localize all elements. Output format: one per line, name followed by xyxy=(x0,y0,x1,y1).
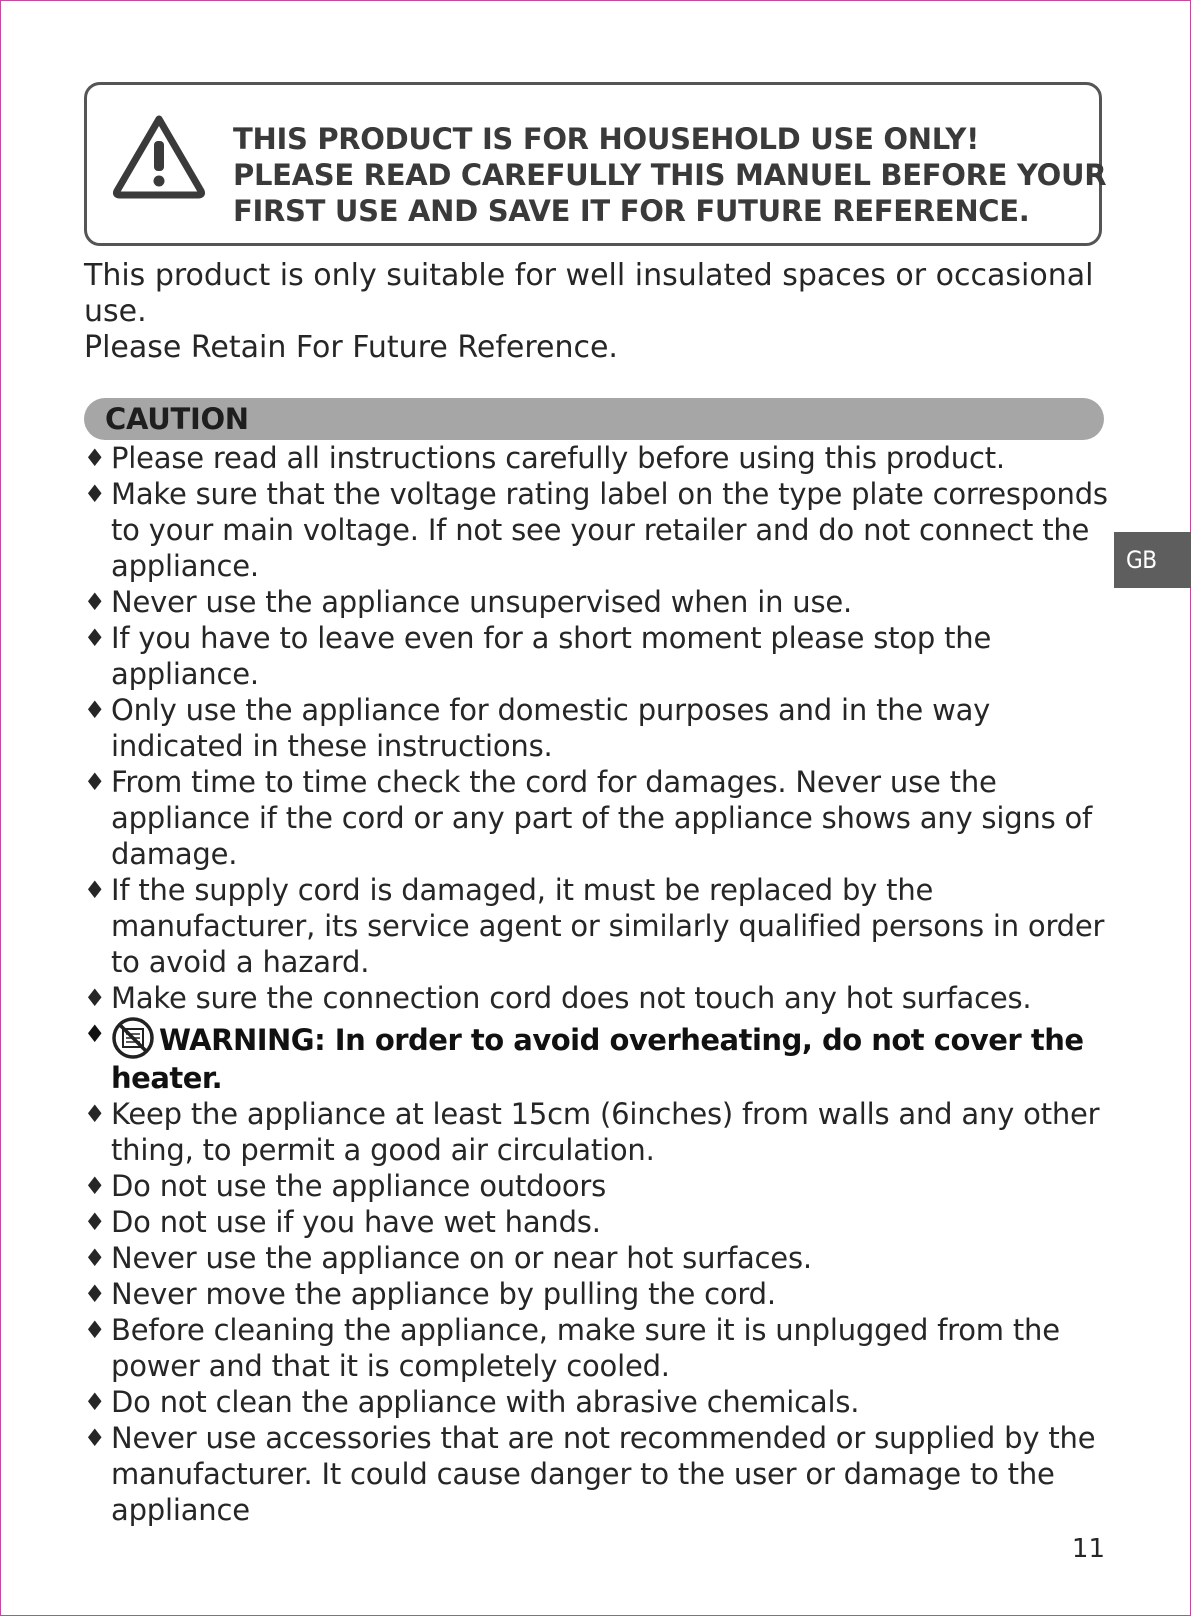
bullet-icon: ♦ xyxy=(84,1280,106,1308)
caution-item xyxy=(84,1420,1124,1528)
caution-item xyxy=(84,1384,1124,1420)
caution-item-text: Do not clean the appliance with abrasive chemicals. xyxy=(111,1385,860,1419)
caution-item-text: Do not use the appliance outdoors xyxy=(111,1169,607,1203)
bullet-icon: ♦ xyxy=(84,1424,106,1452)
warning-triangle-icon xyxy=(111,113,207,199)
intro-line-2: Please Retain For Future Reference. xyxy=(84,330,618,365)
caution-item xyxy=(84,872,1124,980)
bullet-icon: ♦ xyxy=(84,768,106,796)
bullet-icon: ♦ xyxy=(84,1100,106,1128)
bullet-icon: ♦ xyxy=(84,588,106,616)
caution-item xyxy=(84,1096,1124,1168)
caution-item xyxy=(84,584,1124,620)
bullet-icon: ♦ xyxy=(84,876,106,904)
language-tab-gb: GB xyxy=(1114,532,1191,588)
bullet-icon: ♦ xyxy=(84,1316,106,1344)
caution-heading-bar xyxy=(84,398,1104,440)
household-notice-text xyxy=(233,121,1106,229)
notice-line-3: FIRST USE AND SAVE IT FOR FUTURE REFERENCE. xyxy=(233,194,1030,228)
caution-item xyxy=(84,1312,1124,1384)
intro-line-1: This product is only suitable for well insulated spaces or occasional use. xyxy=(84,258,1094,329)
bullet-icon: ♦ xyxy=(84,1020,106,1048)
caution-item xyxy=(84,764,1124,872)
caution-item-text: From time to time check the cord for damages. Never use the appliance if the cord or any part of the appliance shows any signs of damage. xyxy=(111,765,1093,871)
notice-line-2: PLEASE READ CAREFULLY THIS MANUEL BEFORE YOUR xyxy=(233,158,1107,192)
caution-item-text: Never move the appliance by pulling the cord. xyxy=(111,1277,776,1311)
page-number: 11 xyxy=(1071,1534,1105,1564)
caution-item xyxy=(84,440,1124,476)
caution-item-text: If the supply cord is damaged, it must be replaced by the manufacturer, its service agent or similarly qualified persons in order to avoid a hazard. xyxy=(111,873,1105,979)
caution-item-text: If you have to leave even for a short moment please stop the appliance. xyxy=(111,621,992,691)
caution-item xyxy=(84,1276,1124,1312)
caution-item-text: Make sure the connection cord does not touch any hot surfaces. xyxy=(111,981,1032,1015)
caution-heading: CAUTION xyxy=(105,402,249,436)
caution-item xyxy=(84,980,1124,1016)
bullet-icon: ♦ xyxy=(84,444,106,472)
bullet-icon: ♦ xyxy=(84,984,106,1012)
caution-item-text: Make sure that the voltage rating label on the type plate corresponds to your main voltage. If not see your retailer and do not connect the appliance. xyxy=(111,477,1108,583)
bullet-icon: ♦ xyxy=(84,1172,106,1200)
caution-item-text: Do not use if you have wet hands. xyxy=(111,1205,601,1239)
do-not-cover-icon xyxy=(111,1016,155,1060)
caution-item-text: Never use accessories that are not recommended or supplied by the manufacturer. It could cause danger to the user or damage to the appliance xyxy=(111,1421,1096,1527)
caution-item-text: Never use the appliance unsupervised when in use. xyxy=(111,585,853,619)
caution-item-warning xyxy=(84,1016,1124,1096)
caution-item xyxy=(84,692,1124,764)
intro-paragraph xyxy=(84,258,1124,366)
caution-list xyxy=(84,440,1124,1528)
caution-item xyxy=(84,476,1124,584)
caution-item xyxy=(84,1168,1124,1204)
caution-item xyxy=(84,1240,1124,1276)
warning-text: WARNING: In order to avoid overheating, do not cover the heater. xyxy=(111,1023,1084,1095)
household-notice-box xyxy=(84,82,1107,246)
caution-item-text: Only use the appliance for domestic purposes and in the way indicated in these instructions. xyxy=(111,693,991,763)
caution-item xyxy=(84,1204,1124,1240)
caution-item-text: Never use the appliance on or near hot surfaces. xyxy=(111,1241,812,1275)
bullet-icon: ♦ xyxy=(84,1388,106,1416)
bullet-icon: ♦ xyxy=(84,624,106,652)
bullet-icon: ♦ xyxy=(84,1244,106,1272)
notice-line-1: THIS PRODUCT IS FOR HOUSEHOLD USE ONLY! xyxy=(233,122,979,156)
caution-item xyxy=(84,620,1124,692)
bullet-icon: ♦ xyxy=(84,1208,106,1236)
caution-item-text: Please read all instructions carefully before using this product. xyxy=(111,441,1005,475)
bullet-icon: ♦ xyxy=(84,696,106,724)
caution-item-text: Keep the appliance at least 15cm (6inches) from walls and any other thing, to permit a good air circulation. xyxy=(111,1097,1100,1167)
bullet-icon: ♦ xyxy=(84,480,106,508)
caution-item-text: Before cleaning the appliance, make sure it is unplugged from the power and that it is completely cooled. xyxy=(111,1313,1060,1383)
